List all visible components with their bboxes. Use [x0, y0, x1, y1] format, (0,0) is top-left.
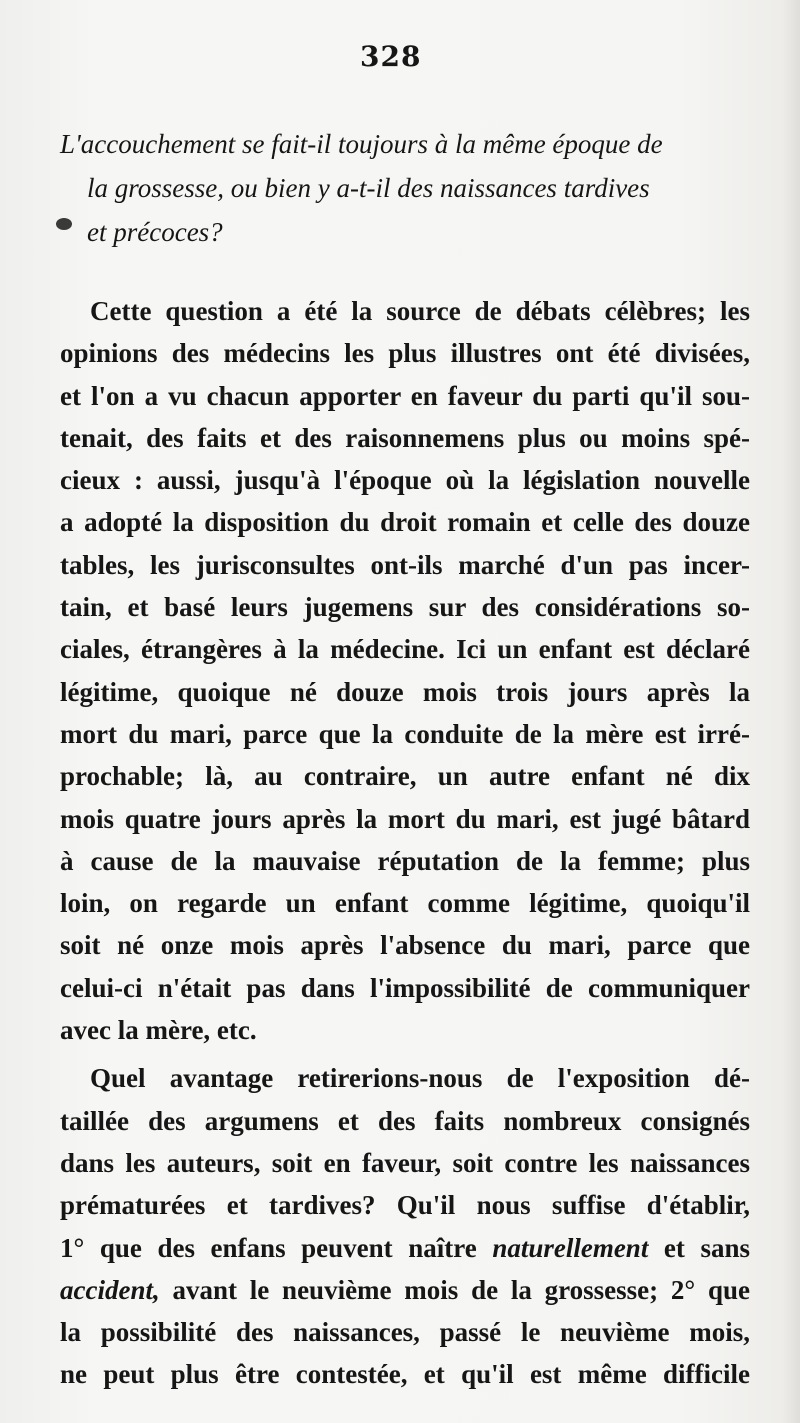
- text-line: opinions des médecins les plus illustres ont été divisées,: [60, 338, 750, 369]
- text-line: dans les auteurs, soit en faveur, soit contre les naissances: [60, 1147, 750, 1178]
- text-line: [60, 1227, 750, 1269]
- text-line: la possibilité des naissances, passé le neuvième mois,: [60, 1317, 750, 1348]
- text-run: 1° que des enfans peuvent naître: [60, 1232, 493, 1263]
- text-run: et sans: [648, 1232, 750, 1263]
- text-line: mois quatre jours après la mort du mari, est jugé bâtard: [60, 803, 750, 834]
- text-line: soit né onze mois après l'absence du mari, parce que: [60, 930, 750, 961]
- text-line: loin, on regarde un enfant comme légitime, quoiqu'il: [60, 888, 750, 919]
- text-line: celui-ci n'était pas dans l'impossibilité de communiquer: [60, 972, 750, 1003]
- text-line: prématurées et tardives? Qu'il nous suffise d'établir,: [60, 1190, 750, 1221]
- question-heading: [60, 122, 760, 254]
- page-number: 328: [360, 40, 422, 73]
- text-line: Quel avantage retirerions-nous de l'exposition dé-: [90, 1063, 750, 1094]
- paragraph-2: [60, 1057, 750, 1395]
- question-line: L'accouchement se fait-il toujours à la même époque de: [60, 129, 663, 159]
- paragraph-1: [60, 290, 750, 1051]
- text-line: [60, 1269, 750, 1311]
- page-edge-shadow: [782, 0, 800, 1423]
- text-line: taillée des argumens et des faits nombreux consignés: [60, 1105, 750, 1136]
- text-line: avec la mère, etc.: [60, 1015, 257, 1046]
- text-line: tenait, des faits et des raisonnemens plus ou moins spé-: [60, 422, 750, 453]
- italic-term: naturellement: [492, 1232, 649, 1263]
- text-line: à cause de la mauvaise réputation de la femme; plus: [60, 845, 750, 876]
- text-line: Cette question a été la source de débats célèbres; les: [90, 296, 750, 326]
- text-line: a adopté la disposition du droit romain et celle des douze: [60, 507, 750, 538]
- text-line: mort du mari, parce que la conduite de la mère est irré-: [60, 718, 750, 749]
- text-line: cieux : aussi, jusqu'à l'époque où la législation nouvelle: [60, 465, 750, 496]
- text-line: ne peut plus être contestée, et qu'il est même difficile: [60, 1359, 750, 1390]
- ink-blot-mark: [56, 218, 72, 230]
- text-line: ciales, étrangères à la médecine. Ici un enfant est déclaré: [60, 634, 750, 665]
- question-line: et précoces?: [87, 217, 223, 247]
- text-line: et l'on a vu chacun apporter en faveur du parti qu'il sou-: [60, 380, 750, 411]
- text-line: tables, les jurisconsultes ont-ils marché d'un pas incer-: [60, 549, 750, 580]
- text-line: tain, et basé leurs jugemens sur des considérations so-: [60, 592, 750, 623]
- text-run: avant le neuvième mois de la grossesse; 2° que: [159, 1274, 750, 1305]
- question-line: la grossesse, ou bien y a-t-il des naissances tardives: [87, 173, 650, 203]
- text-line: légitime, quoique né douze mois trois jours après la: [60, 676, 750, 707]
- text-line: prochable; là, au contraire, un autre enfant né dix: [60, 761, 750, 792]
- italic-term: accident,: [60, 1274, 160, 1305]
- body-text: [60, 290, 750, 1396]
